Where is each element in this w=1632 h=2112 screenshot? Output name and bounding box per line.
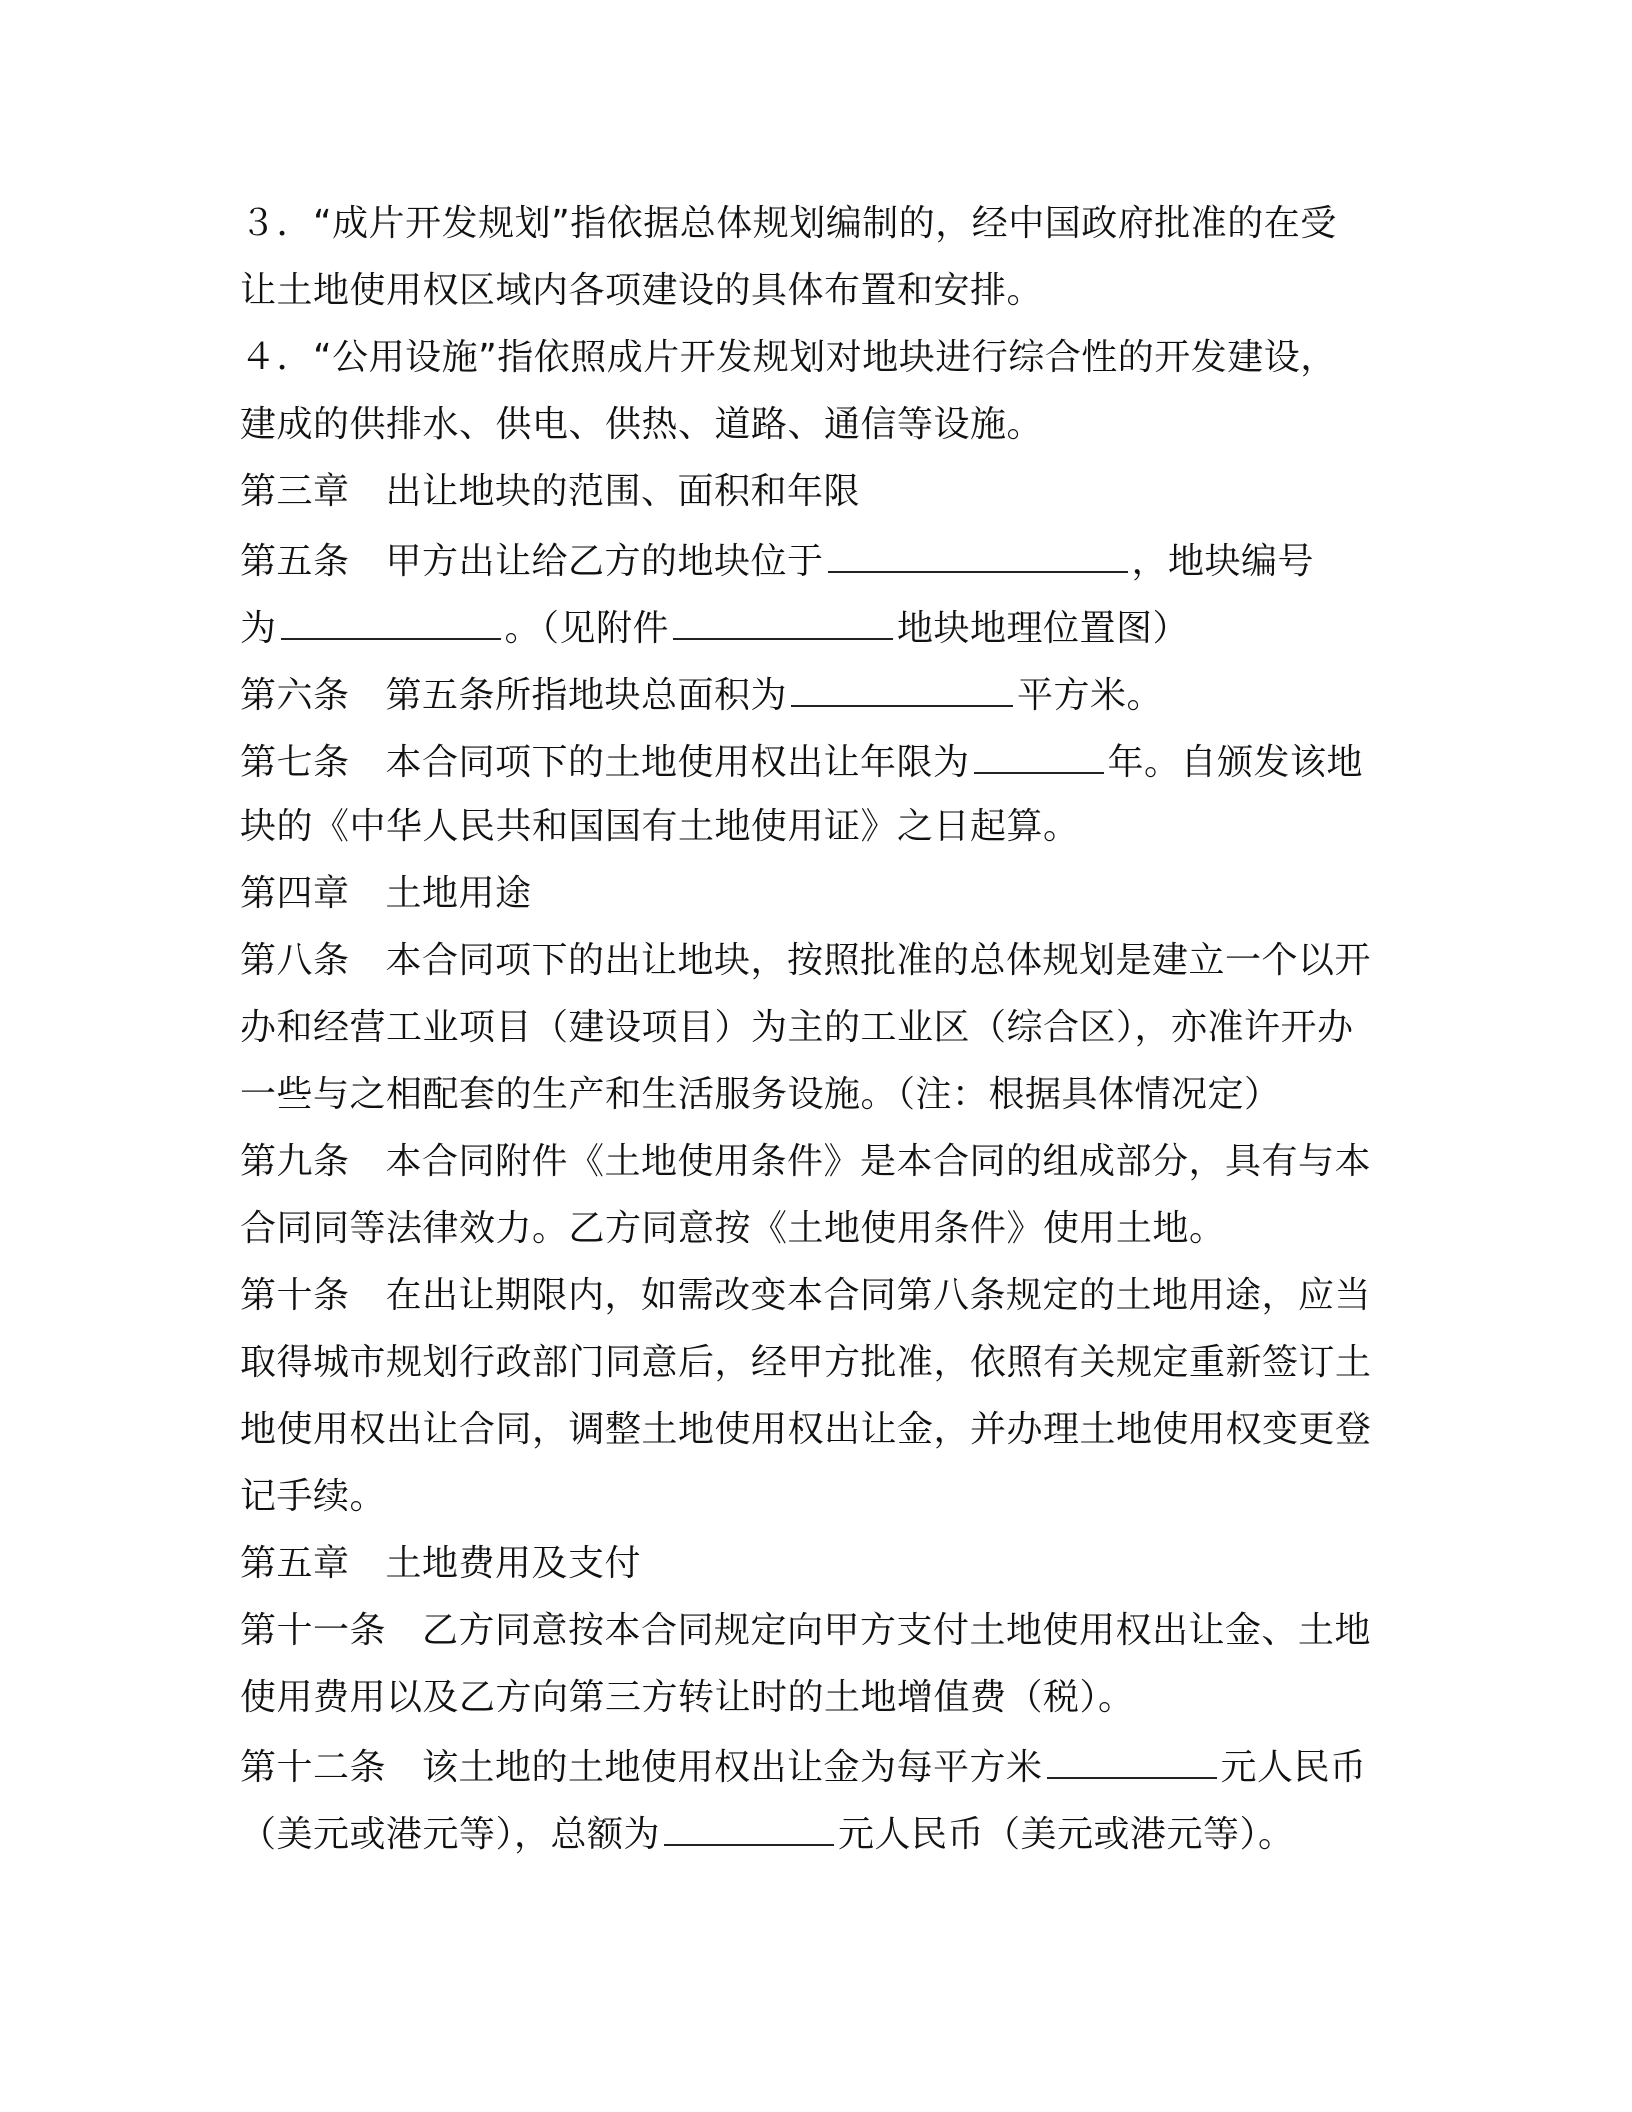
definition-3-line-1: ３．“成片开发规划”指依据总体规划编制的，经中国政府批准的在受	[240, 203, 1337, 244]
article-number: 第九条	[240, 1141, 350, 1182]
article-text: 在出让期限内，如需改变本合同第八条规定的土地用途，应当	[385, 1275, 1372, 1316]
article-7-line-2: 块的《中华人民共和国国有土地使用证》之日起算。	[240, 806, 1080, 847]
article-10-line-3: 地使用权出让合同，调整土地使用权出让金，并办理土地使用权变更登	[240, 1409, 1372, 1450]
total-area-blank[interactable]	[791, 659, 1013, 707]
article-8-line-2: 办和经营工业项目（建设项目）为主的工业区（综合区），亦准许开办	[240, 1007, 1354, 1048]
article-number: 第七条	[240, 742, 350, 783]
article-9-line-2: 合同同等法律效力。乙方同意按《土地使用条件》使用土地。	[240, 1208, 1226, 1249]
chapter-3-heading	[240, 458, 1400, 525]
article-12-line-1	[240, 1731, 1400, 1798]
article-text: 元人民币（美元或港元等）。	[838, 1814, 1295, 1855]
definition-4-line-2: 建成的供排水、供电、供热、道路、通信等设施。	[240, 404, 1044, 445]
article-5-line-2	[240, 592, 1400, 659]
price-per-sqm-blank[interactable]	[1047, 1731, 1217, 1779]
article-8-line-3: 一些与之相配套的生产和生活服务设施。（注：根据具体情况定）	[240, 1074, 1281, 1115]
article-7-line-1	[240, 726, 1400, 793]
attachment-number-blank[interactable]	[673, 592, 893, 640]
article-number: 第五条	[240, 541, 350, 582]
article-6-line-1	[240, 659, 1400, 726]
article-number: 第十二条	[240, 1747, 387, 1788]
article-number: 第六条	[240, 675, 350, 716]
article-text: 元人民币	[1220, 1747, 1367, 1788]
article-8-line-1	[240, 927, 1400, 994]
chapter-5-heading	[240, 1530, 1400, 1597]
total-amount-blank[interactable]	[664, 1798, 834, 1846]
land-number-blank[interactable]	[281, 592, 501, 640]
article-text: 本合同项下的出让地块，按照批准的总体规划是建立一个以开	[385, 940, 1372, 981]
article-number: 第十条	[240, 1275, 350, 1316]
article-text: 甲方出让给乙方的地块位于	[385, 541, 824, 582]
article-text: 年。自颁发该地	[1107, 742, 1364, 783]
definition-4-line-1: ４．“公用设施”指依照成片开发规划对地块进行综合性的开发建设，	[240, 337, 1337, 378]
article-text: 该土地的土地使用权出让金为每平方米	[422, 1747, 1043, 1788]
chapter-4-heading	[240, 860, 1400, 927]
article-text: 乙方同意按本合同规定向甲方支付土地使用权出让金、土地	[422, 1610, 1372, 1651]
article-number: 第八条	[240, 940, 350, 981]
land-location-blank[interactable]	[828, 525, 1128, 573]
chapter-number: 第五章	[240, 1543, 350, 1584]
chapter-number: 第四章	[240, 873, 350, 914]
article-text: 本合同项下的土地使用权出让年限为	[385, 742, 970, 783]
article-text: 平方米。	[1017, 675, 1164, 716]
article-11-line-2: 使用费用以及乙方向第三方转让时的土地增值费（税）。	[240, 1677, 1135, 1718]
article-10-line-2: 取得城市规划行政部门同意后，经甲方批准，依照有关规定重新签订土	[240, 1342, 1372, 1383]
chapter-title: 土地用途	[385, 873, 532, 914]
article-number: 第十一条	[240, 1610, 387, 1651]
article-10-line-1	[240, 1262, 1400, 1329]
definition-3-line-2: 让土地使用权区域内各项建设的具体布置和安排。	[240, 270, 1044, 311]
article-11-line-1	[240, 1597, 1400, 1664]
article-10-line-4: 记手续。	[240, 1476, 387, 1517]
chapter-title: 土地费用及支付	[385, 1543, 642, 1584]
lease-years-blank[interactable]	[974, 726, 1104, 774]
article-text: 本合同附件《土地使用条件》是本合同的组成部分，具有与本	[385, 1141, 1372, 1182]
chapter-title: 出让地块的范围、面积和年限	[385, 471, 861, 512]
contract-body	[240, 190, 1400, 1865]
article-text: ，地块编号	[1131, 541, 1315, 582]
article-text: 第五条所指地块总面积为	[385, 675, 788, 716]
article-text: （美元或港元等），总额为	[240, 1814, 661, 1855]
article-5-line-1	[240, 525, 1400, 592]
chapter-number: 第三章	[240, 471, 350, 512]
article-text: 为	[240, 608, 277, 649]
article-9-line-1	[240, 1128, 1400, 1195]
article-12-line-2	[240, 1798, 1400, 1865]
article-text: 地块地理位置图）	[897, 608, 1190, 649]
article-text: 。（见附件	[504, 608, 670, 649]
